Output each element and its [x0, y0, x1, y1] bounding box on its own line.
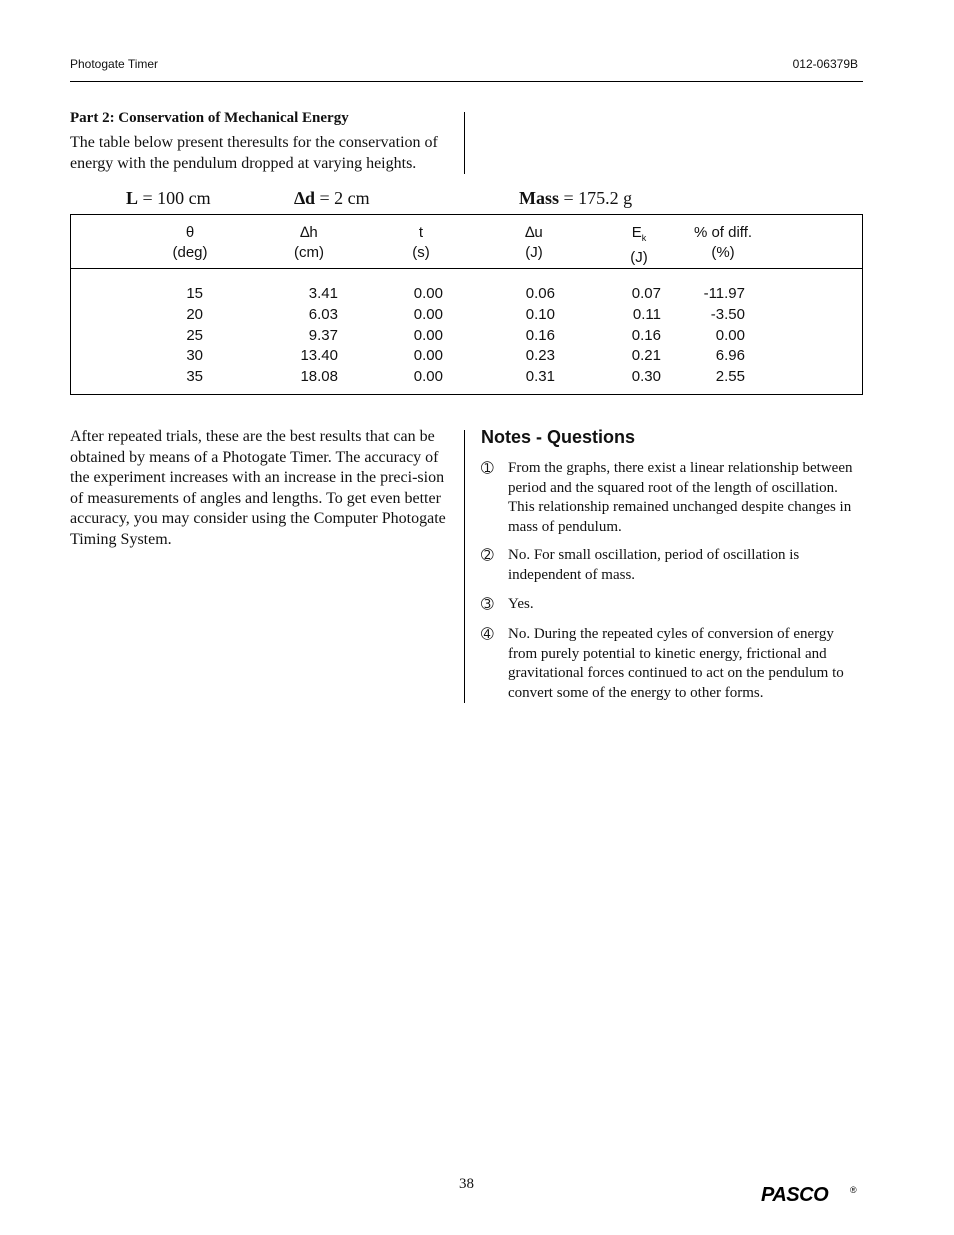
column-header-symbol: % of diff. — [693, 224, 753, 241]
section-heading: Part 2: Conservation of Mechanical Energy — [70, 110, 349, 126]
column-header-unit: (J) — [630, 249, 648, 266]
table-cell: 9.37 — [308, 326, 338, 344]
param-length-value: = 100 cm — [138, 188, 211, 208]
table-cell: 15 — [186, 285, 203, 302]
section-intro-paragraph: The table below present theresults for the conservation of energy with the pendulum dropped at varying heights. — [70, 134, 438, 172]
table-cell: 2.55 — [715, 368, 745, 386]
results-table — [70, 214, 863, 395]
table-cell: 0.00 — [413, 347, 443, 365]
table-cell: 30 — [186, 347, 203, 365]
table-cell: 0.31 — [525, 368, 555, 386]
param-mass-value: = 175.2 g — [559, 188, 633, 208]
table-cell: 18.08 — [300, 368, 338, 386]
page-number: 38 — [459, 1176, 474, 1192]
table-cell: 0.16 — [525, 326, 555, 344]
note-item-4 — [481, 625, 861, 703]
table-cell: 6.96 — [715, 347, 745, 365]
column-header-time — [391, 223, 451, 263]
param-delta-d-symbol: ∆d — [294, 188, 316, 208]
column-time-values — [383, 284, 443, 388]
column-header-unit: (deg) — [172, 244, 208, 261]
table-cell: 0.00 — [715, 326, 745, 344]
note-number-2: ➁ — [481, 546, 494, 564]
column-percent-diff-values — [671, 284, 745, 388]
param-length-symbol: L — [126, 188, 139, 208]
column-header-symbol: θ — [185, 224, 195, 241]
column-header-delta-h — [279, 223, 339, 263]
column-divider-bottom — [464, 430, 465, 703]
note-text-2: No. For small oscillation, period of oscillation is independent of mass. — [508, 547, 800, 583]
note-number-1: ➀ — [481, 459, 494, 477]
param-delta-d-value: = 2 cm — [315, 188, 370, 208]
column-header-subscript: k — [641, 233, 647, 243]
column-divider-top — [464, 112, 465, 174]
registered-mark: ® — [850, 1185, 857, 1195]
note-number-4: ➃ — [481, 625, 494, 643]
table-cell: 0.16 — [631, 326, 661, 344]
table-cell: 35 — [186, 368, 203, 386]
table-cell: 0.23 — [525, 347, 555, 365]
table-cell: 0.21 — [631, 347, 661, 365]
table-cell: 0.00 — [413, 285, 443, 302]
table-cell: 0.06 — [525, 285, 555, 302]
notes-heading: Notes - Questions — [481, 427, 636, 447]
column-header-symbol — [609, 223, 669, 248]
table-cell: 0.10 — [525, 305, 555, 323]
column-header-percent-diff — [673, 223, 773, 263]
column-header-theta — [160, 223, 220, 263]
note-item-2 — [481, 546, 861, 585]
column-header-kinetic-energy — [609, 223, 669, 268]
document-code: 012-06379B — [792, 57, 858, 71]
param-delta-d — [294, 188, 370, 209]
table-cell: 13.40 — [300, 347, 338, 365]
column-header-delta-u — [504, 223, 564, 263]
note-number-3: ➂ — [481, 595, 494, 613]
column-header-unit: (s) — [412, 244, 430, 261]
column-delta-h-values — [278, 284, 338, 388]
table-cell: 0.00 — [413, 326, 443, 344]
table-cell: 0.00 — [413, 368, 443, 386]
pasco-logo — [759, 1183, 859, 1205]
column-delta-u-values — [495, 284, 555, 388]
table-cell: 6.03 — [308, 305, 338, 323]
table-cell: 25 — [186, 326, 203, 344]
column-header-unit: (cm) — [294, 244, 324, 261]
column-theta-values — [151, 284, 203, 388]
table-cell: 0.30 — [631, 368, 661, 386]
column-header-symbol-main: E — [631, 224, 642, 241]
column-header-symbol: t — [418, 224, 424, 241]
results-discussion-paragraph: After repeated trials, these are the best results that can be obtained by means of a Photogate Timer. The accuracy of the experiment increases with an increase in the preci-sion of measurements of angles and lengths. To get even better accuracy, you may consider using the Computer Photogate Timing System. — [70, 428, 446, 548]
note-item-3 — [481, 595, 861, 615]
note-text-3: Yes. — [508, 596, 534, 612]
column-header-symbol: ∆u — [525, 224, 543, 241]
note-item-1 — [481, 459, 861, 537]
table-header-rule — [71, 268, 862, 269]
column-kinetic-energy-values — [601, 284, 661, 388]
table-cell: 0.00 — [413, 305, 443, 323]
note-text-4: No. During the repeated cyles of conversion of energy from purely potential to kinetic energy, frictional and gravitational forces continued to act on the pendulum to convert some of the energy to other forms. — [508, 626, 844, 701]
param-length — [126, 188, 211, 209]
pasco-logo-text: PASCO — [761, 1184, 829, 1205]
table-cell: -11.97 — [703, 285, 745, 302]
param-mass — [519, 188, 632, 209]
running-header-title: Photogate Timer — [70, 57, 159, 71]
header-rule — [70, 81, 863, 82]
column-header-unit: (%) — [711, 244, 735, 261]
table-cell: 0.11 — [632, 305, 661, 323]
column-header-symbol: ∆h — [300, 224, 318, 241]
table-cell: 0.07 — [631, 285, 661, 302]
table-cell: -3.50 — [710, 305, 745, 323]
column-header-unit: (J) — [525, 244, 543, 261]
param-mass-symbol: Mass — [519, 188, 559, 208]
table-cell: 3.41 — [308, 285, 338, 302]
table-cell: 20 — [186, 305, 203, 323]
note-text-1: From the graphs, there exist a linear relationship between period and the squared root of the length of oscillation. This relationship remained unchanged despite changes in mass of pendulum. — [508, 460, 853, 535]
